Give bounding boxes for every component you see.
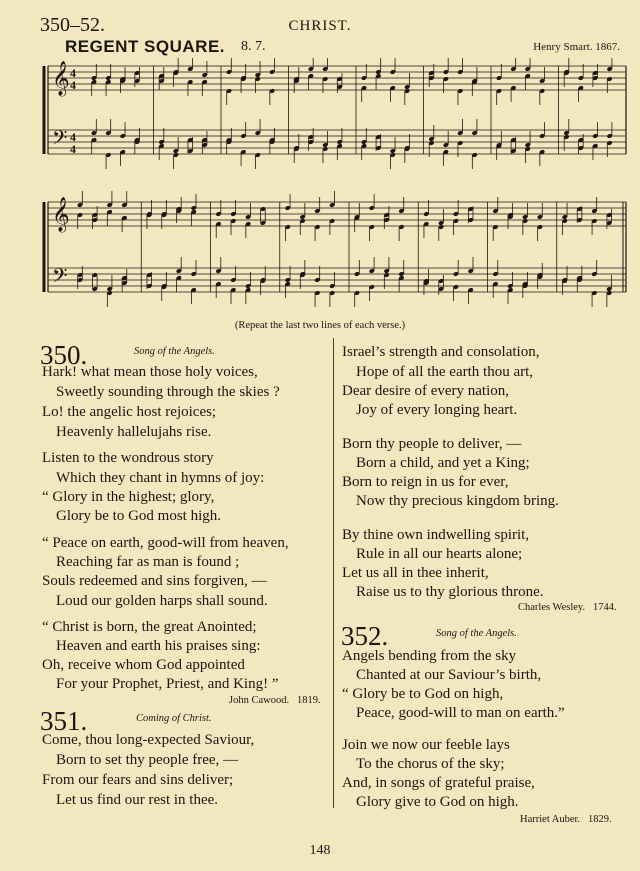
hymn-352-line-7: And, in songs of grateful praise, — [342, 775, 535, 791]
hymn-352-number: 352. — [341, 621, 389, 651]
hymn-350-year: 1819. — [296, 695, 321, 706]
hymn-352-line-8: Glory give to God on high. — [356, 794, 519, 810]
hymn-351-line-1: Come, thou long-expected Saviour, — [42, 732, 255, 748]
section-title: CHRIST. — [288, 18, 352, 34]
hymn-351-line-15: Let us all in thee inherit, — [342, 565, 489, 581]
hymn-352-year: 1829. — [587, 814, 612, 825]
hymn-351-year: 1744. — [592, 602, 617, 613]
hymn-352-heading: Song of the Angels. — [436, 628, 517, 639]
hymn-350-line-1: Hark! what mean those holy voices, — [42, 364, 258, 380]
hymn-352-line-6: To the chorus of the sky; — [356, 756, 505, 772]
hymn-351-line-11: Born to reign in us for ever, — [342, 474, 509, 490]
hymn-350-line-14: Heaven and earth his praises sing: — [56, 638, 261, 654]
tune-name: REGENT SQUARE. — [65, 37, 226, 56]
hymn-352-author: Harriet Auber. — [520, 814, 581, 825]
hymn-351-line-13: By thine own indwelling spirit, — [342, 527, 530, 543]
bass-clef-icon: 𝄢 — [52, 264, 68, 292]
hymn-350-line-15: Oh, receive whom God appointed — [42, 657, 245, 673]
hymn-352-line-2: Chanted at our Saviour’s birth, — [356, 667, 542, 683]
time-signature-bottom: 4 — [70, 78, 76, 92]
composer-name: Henry Smart. — [533, 41, 593, 53]
hymn-350-line-2: Sweetly sounding through the skies ? — [56, 384, 280, 400]
hymn-350-author: John Cawood. — [229, 695, 290, 706]
hymn-350-heading: Song of the Angels. — [134, 346, 215, 357]
hymn-351-line-10: Born a child, and yet a King; — [356, 455, 530, 471]
hymn-351-attribution — [518, 602, 617, 613]
composer-year: 1867. — [595, 41, 620, 53]
hymn-number-range: 350–52. — [40, 14, 105, 36]
bass-clef-icon: 𝄢 — [52, 126, 68, 154]
time-signature-bottom: 4 — [70, 142, 76, 156]
hymn-351-line-4: Let us find our rest in thee. — [56, 792, 219, 808]
hymn-350-line-11: Souls redeemed and sins forgiven, — — [42, 573, 267, 589]
hymn-351-line-8: Joy of every longing heart. — [356, 402, 518, 418]
hymn-350-attribution — [229, 695, 321, 706]
hymn-350-line-12: Loud our golden harps shall sound. — [56, 593, 268, 609]
hymn-350-line-16: For your Prophet, Priest, and King! ” — [56, 676, 279, 692]
hymn-351-line-6: Hope of all the earth thou art, — [356, 364, 534, 380]
hymn-351-line-16: Raise us to thy glorious throne. — [356, 584, 544, 600]
time-signature-top: 4 — [70, 66, 76, 80]
hymn-350-line-7: “ Glory in the highest; glory, — [42, 489, 215, 505]
hymn-350-line-3: Lo! the angelic host rejoices; — [42, 404, 217, 420]
hymn-352-line-1: Angels bending from the sky — [342, 648, 517, 664]
treble-clef-icon: 𝄞 — [52, 197, 70, 232]
hymn-350-number: 350. — [40, 340, 88, 370]
hymn-350-line-4: Heavenly hallelujahs rise. — [56, 424, 212, 440]
hymn-350-line-5: Listen to the wondrous story — [42, 450, 214, 466]
column-divider — [333, 338, 334, 808]
hymn-351-line-5: Israel’s strength and consolation, — [342, 344, 540, 360]
tune-composer — [533, 41, 620, 53]
page-number: 148 — [309, 843, 331, 858]
hymn-351-line-7: Dear desire of every nation, — [342, 383, 510, 399]
hymn-350-line-10: Reaching far as man is found ; — [56, 554, 240, 570]
hymn-351-line-2: Born to set thy people free, — — [56, 752, 239, 768]
music-score — [42, 58, 632, 318]
tune-meter: 8. 7. — [241, 39, 266, 54]
hymn-352-line-5: Join we now our feeble lays — [342, 737, 510, 753]
treble-clef-icon: 𝄞 — [52, 61, 70, 96]
hymn-352-attribution — [520, 814, 612, 825]
hymn-351-heading: Coming of Christ. — [136, 713, 212, 724]
hymn-351-number: 351. — [40, 706, 88, 736]
hymn-350-line-8: Glory be to God most high. — [56, 508, 221, 524]
hymn-350-line-6: Which they chant in hymns of joy: — [56, 470, 265, 486]
hymn-352-line-4: Peace, good-will to man on earth.” — [356, 705, 565, 721]
hymn-351-line-3: From our fears and sins deliver; — [42, 772, 234, 788]
hymn-351-line-12: Now thy precious kingdom bring. — [356, 493, 559, 509]
repeat-note: (Repeat the last two lines of each verse.) — [234, 320, 406, 331]
hymn-350-line-13: “ Christ is born, the great Anointed; — [42, 619, 257, 635]
time-signature-top: 4 — [70, 130, 76, 144]
hymn-350-line-9: “ Peace on earth, good-will from heaven, — [42, 535, 289, 551]
hymn-351-line-9: Born thy people to deliver, — — [342, 436, 522, 452]
hymn-352-line-3: “ Glory be to God on high, — [342, 686, 504, 702]
hymn-351-line-14: Rule in all our hearts alone; — [356, 546, 523, 562]
hymn-351-author: Charles Wesley. — [518, 602, 586, 613]
